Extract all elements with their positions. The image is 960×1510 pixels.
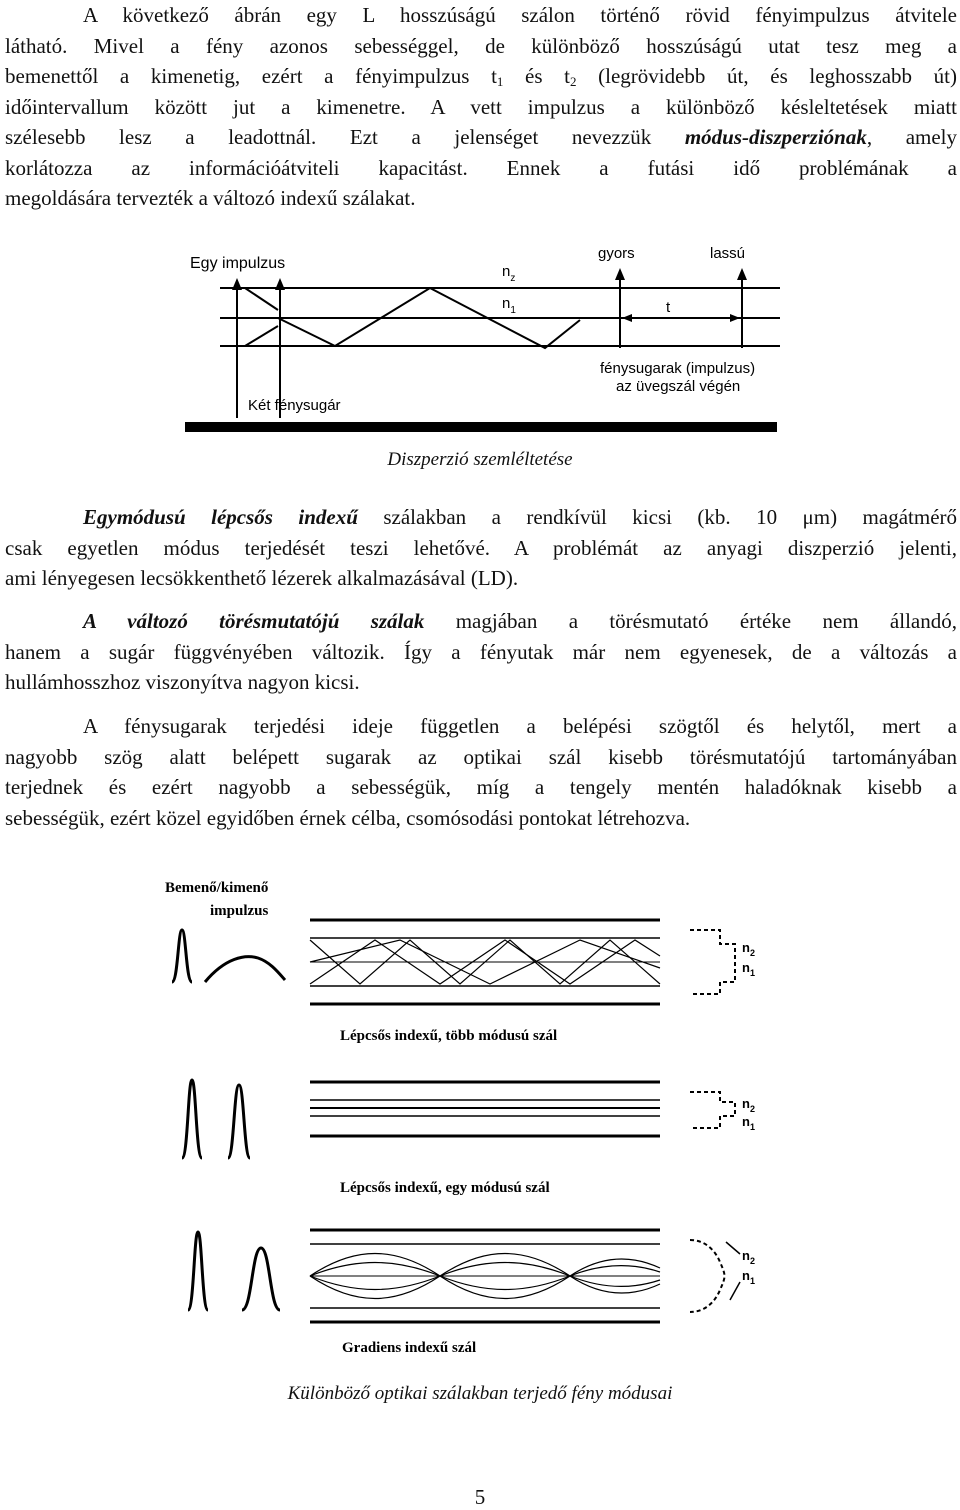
- fiber-modes-figure: [160, 870, 800, 1360]
- figure-title-2: impulzus: [210, 903, 269, 919]
- svg-text:n2: $n_2$: [742, 940, 755, 958]
- text-line: nagyobb szög alatt belépett sugarak az optikai szál kisebb törésmutatójú tartományában: [5, 744, 957, 769]
- text-line: megoldására tervezték a változó indexű szálakat.: [5, 186, 416, 210]
- label-step-multimode: Lépcsős indexű, több módusú szál: [340, 1028, 558, 1044]
- label-single-pulse: Egy impulzus: [190, 255, 286, 272]
- input-pulse: [182, 1080, 202, 1158]
- svg-text:n1: $n_1$: [742, 960, 755, 978]
- text-line: ami lényegesen lecsökkenthető lézerek alkalmazásával (LD).: [5, 566, 519, 590]
- text-line: csak egyetlen módus terjedését teszi lehetővé. A problémát az anyagi diszperzió jelenti,: [5, 535, 957, 560]
- label-step-singlemode: Lépcsős indexű, egy módusú szál: [340, 1180, 550, 1196]
- figure-title-1: Bemenő/kimenő: [165, 880, 269, 896]
- output-pulse-wide: [205, 957, 285, 982]
- text-line: Egymódusú lépcsős indexű szálakban a rendkívül kicsi (kb. 10 μm) magátmérő: [83, 505, 958, 529]
- text-line: sebességük, ezért közel egyidőben érnek célba, csomósodási pontokat létrehozva.: [5, 805, 691, 830]
- index-profile-b: [690, 1092, 755, 1132]
- fiber-graded-index: [310, 1230, 660, 1322]
- label-two-rays: Két fénysugár: [248, 397, 341, 414]
- text-line: hullámhosszhoz viszonyítva nagyon kicsi.: [5, 670, 360, 694]
- svg-text:n1: $n_1$: [742, 1114, 755, 1132]
- label-n-1: $n_1$: [502, 295, 516, 316]
- index-profile-c: [690, 1240, 755, 1312]
- label-t: t: [666, 299, 671, 316]
- intro-paragraph: [5, 0, 957, 214]
- text-line: A változó törésmutatójú szálak magjában a törésmutató értéke nem állandó,: [83, 609, 957, 633]
- label-rays-end-1: fénysugarak (impulzus): [600, 360, 756, 377]
- text-line: korlátozza az információátviteli kapacitást. Ennek a futási idő problémának a: [5, 155, 957, 180]
- text-line: bemenettől a kimenetig, ezért a fényimpulzus $t_1$ és $t_2$ (legrövidebb út, és leghosszabb út): [5, 64, 958, 89]
- output-pulse-graded: [242, 1248, 280, 1310]
- fiber-step-multimode: [310, 920, 660, 1004]
- svg-text:n1: $n_1$: [742, 1268, 755, 1286]
- term-mode-dispersion: módus-diszperziónak: [684, 125, 867, 149]
- output-pulse-narrow: [228, 1085, 250, 1158]
- input-pulse: [188, 1232, 208, 1310]
- text-line: időintervallum között jut a kimenetre. A vett impulzus a különböző késleltetések miatt: [5, 94, 957, 119]
- text-line: A következő ábrán egy L hosszúságú szálon történő rövid fényimpulzus átvitele: [83, 3, 957, 27]
- propagation-paragraph: [5, 711, 957, 833]
- single-mode-paragraph: [5, 502, 957, 594]
- fiber-step-singlemode: [310, 1082, 660, 1136]
- text-line: A fénysugarak terjedési ideje független a belépési szögtől és helytől, mert a: [83, 714, 957, 738]
- input-pulse: [172, 930, 192, 982]
- label-slow: lassú: [710, 245, 746, 262]
- figure-base-bar: [185, 422, 777, 432]
- dispersion-figure: [180, 238, 780, 438]
- page-number: 5: [474, 1485, 486, 1509]
- svg-text:n2: $n_2$: [742, 1096, 755, 1114]
- figure-caption-modes: Különböző optikai szálakban terjedő fény módusai: [287, 1383, 673, 1404]
- graded-index-paragraph: [5, 606, 957, 698]
- text-line: szélesebb lesz a leadottnál. Ezt a jelenséget nevezzük módus-diszperziónak, amely: [5, 125, 958, 149]
- svg-text:n2: $n_2$: [742, 1248, 755, 1266]
- figure-caption-dispersion: Diszperzió szemléltetése: [387, 449, 573, 470]
- label-n-z: $n_z$: [502, 263, 516, 284]
- text-line: látható. Mivel a fény azonos sebességgel, de különböző hosszúságú utat tesz meg a: [5, 33, 957, 58]
- text-line: terjednek és ezért nagyobb a sebességük, míg a tengely mentén haladóknak kisebb a: [5, 775, 957, 799]
- text-line: hanem a sugár függvényében változik. Így a fényutak már nem egyenesek, de a változás a: [5, 639, 957, 664]
- index-profile-a: [690, 930, 755, 994]
- label-graded-index: Gradiens indexű szál: [342, 1340, 477, 1356]
- label-rays-end-2: az üvegszál végén: [616, 378, 741, 395]
- label-fast: gyors: [598, 245, 635, 262]
